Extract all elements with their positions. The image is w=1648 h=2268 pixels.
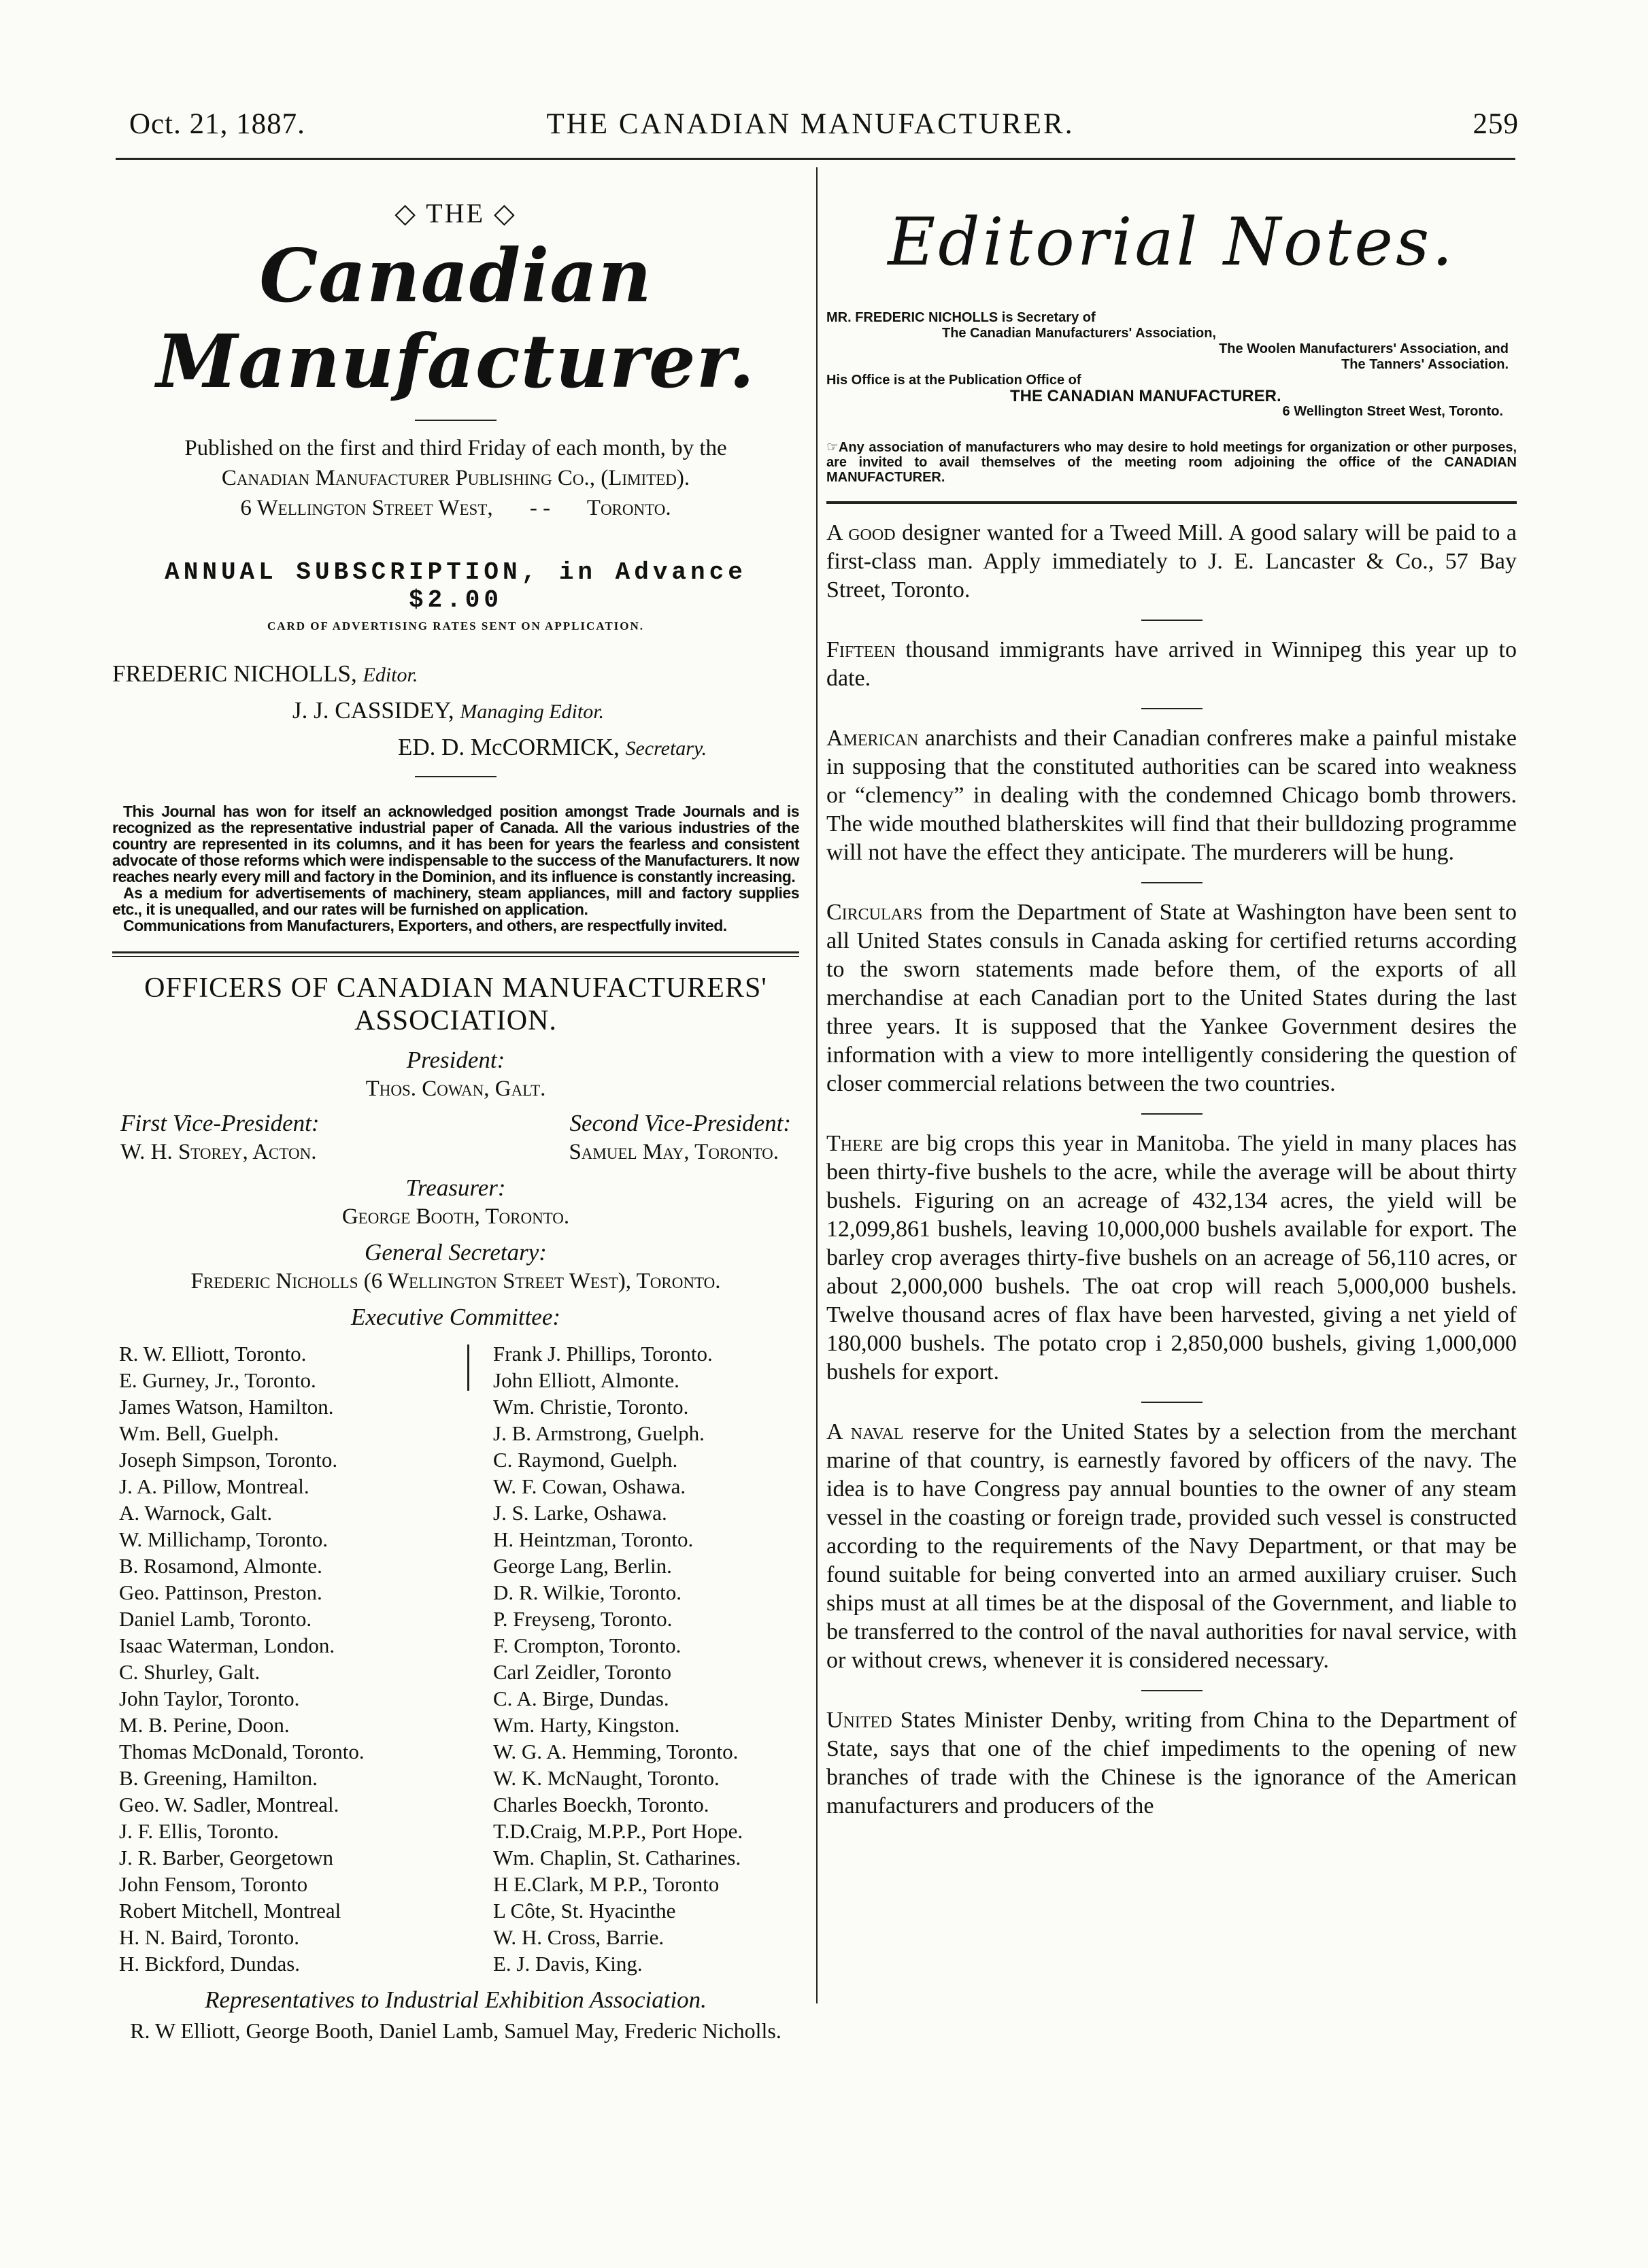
editorial-paragraph [826,1418,1517,1675]
divider [415,420,497,421]
executive-member: J. B. Armstrong, Guelph. [493,1421,705,1445]
first-vp-name: W. H. Storey, Acton. [120,1140,317,1164]
description-paragraph: This Journal has won for itself an acknowledged position amongst Trade Journals and is recognized as the representative industrial paper of Canada. All the various industries of the country are represented in its columns, and it has been for years the fearless and consistent advocate of those reforms which were indispensable to the success of the Manufacturers. It now reaches nearly every mill and factory in the Dominion, and its influence is constantly increasing. [112,802,799,885]
managing-editor-role: Managing Editor. [460,700,605,723]
executive-member: H. N. Baird, Toronto. [119,1925,300,1949]
executive-member: H. Bickford, Dundas. [119,1952,301,1976]
notice-line: The Woolen Manufacturers' Association, and [1219,341,1509,356]
running-header [102,107,1519,148]
description-paragraph: Communications from Manufacturers, Exporters, and others, are respectfully invited. [123,917,727,934]
paragraph-lead: American [826,726,919,751]
executive-member: Geo. W. Sadler, Montreal. [119,1793,339,1816]
executive-member: M. B. Perine, Doon. [119,1713,290,1737]
masthead-title: Canadian Manufacturer. [156,233,756,405]
paragraph-lead: There [826,1131,884,1156]
president-label: President: [406,1047,505,1073]
second-vp-label: Second Vice-President: [569,1110,791,1136]
executive-member: J. A. Pillow, Montreal. [119,1474,309,1498]
executive-member: B. Rosamond, Almonte. [119,1554,322,1578]
executive-member: John Taylor, Toronto. [119,1687,300,1710]
executive-member: C. Shurley, Galt. [119,1660,260,1684]
editorial-paragraphs [826,519,1517,1821]
officers-heading: OFFICERS OF CANADIAN MANUFACTURERS' ASSOCIATION. [144,972,767,1036]
executive-member: J. S. Larke, Oshawa. [493,1501,667,1525]
executive-member: C. A. Birge, Dundas. [493,1687,669,1710]
executive-committee-label: Executive Committee: [350,1304,561,1330]
executive-member: W. F. Cowan, Oshawa. [493,1474,686,1498]
executive-member: J. F. Ellis, Toronto. [119,1819,280,1843]
section-rule [826,501,1517,504]
divider [415,776,497,777]
publication-title: THE CANADIAN MANUFACTURER. [546,108,1075,140]
executive-column-right [493,1340,799,1977]
paragraph-text: are big crops this year in Manitoba. The yield in many places has been thirty-five bushels to the acre, while the average will be about thirty bushels. Figuring on an acreage of 432,134 acres, the yield will be 12,099,861 bushels, leaving 10,000,000 bushels available for export. The barley crop averages thirty-five bushels on an acreage of 56,110 acres, or about 2,000,000 bushels. The oat crop will reach 5,000,000 bushels. Twelve thousand acres of flax have been harvested, giving a net yield of 180,000 bushels. The potato crop i 2,850,000 bushels, giving 1,000,000 bushels for export. [826,1131,1517,1385]
executive-member: James Watson, Hamilton. [119,1395,334,1419]
page-number: 259 [1473,108,1519,140]
paragraph-text: States Minister Denby, writing from China to the Department of State, says that one of the chief impediments to the opening of new branches of trade with the Chinese is the ignorance of the American manufacturers and producers of the [826,1708,1517,1818]
address-street: 6 Wellington Street West, [240,496,493,520]
paragraph-divider [1141,620,1203,621]
secretary-notice [826,310,1517,420]
first-vp-label: First Vice-President: [120,1110,320,1136]
executive-member: Wm. Chaplin, St. Catharines. [493,1846,741,1869]
editorial-paragraph [826,898,1517,1098]
column-divider [816,167,818,2003]
executive-member: Isaac Waterman, London. [119,1634,335,1657]
notice-line: 6 Wellington Street West, Toronto. [1282,404,1503,419]
paragraph-lead: A good [826,520,896,545]
section-rule [112,951,799,957]
second-vp-name: Samuel May, Toronto. [569,1140,779,1164]
executive-member: George Lang, Berlin. [493,1554,672,1578]
executive-member: A. Warnock, Galt. [119,1501,273,1525]
advertising-note: CARD OF ADVERTISING RATES SENT ON APPLICATION. [267,620,645,632]
meeting-room-notice: ☞Any association of manufacturers who may desire to hold meetings for organization or other purposes, are invited to avail themselves of the meeting room adjoining the office of the CANADIAN MANUFACTURER. [826,440,1517,485]
right-column [826,177,1517,1821]
representatives-list: R. W Elliott, George Booth, Daniel Lamb, Samuel May, Frederic Nicholls. [130,2018,781,2043]
address-line [112,493,799,523]
paragraph-divider [1141,882,1203,883]
executive-member: C. Raymond, Guelph. [493,1448,678,1472]
paragraph-divider [1141,708,1203,709]
issue-date: Oct. 21, 1887. [129,108,305,140]
executive-member: Daniel Lamb, Toronto. [119,1607,312,1631]
journal-description [112,803,799,934]
executive-member: John Fensom, Toronto [119,1872,308,1896]
paragraph-text: thousand immigrants have arrived in Winnipeg this year up to date. [826,637,1517,691]
managing-editor-name: J. J. CASSIDEY, [292,697,454,724]
executive-member: Wm. Harty, Kingston. [493,1713,680,1737]
vice-president-names [112,1140,799,1165]
published-line: Published on the first and third Friday of each month, by the [184,436,727,460]
executive-member: W. G. A. Hemming, Toronto. [493,1740,739,1763]
representatives-heading: Representatives to Industrial Exhibition Association. [205,1986,707,2013]
staff-editor [112,656,799,693]
paragraph-text: anarchists and their Canadian confreres make a painful mistake in supposing that the constituted authorities can be scared into weakness or “clemency” in dealing with the condemned Chicago bomb throwers. The wide mouthed blatherskites will find that their bulldozing programme will not have the effect they anticipate. The murderers will be hung. [826,726,1517,865]
staff-list [112,656,799,766]
executive-member: R. W. Elliott, Toronto. [119,1342,307,1366]
column-marker [459,1340,493,1977]
header-rule [116,158,1515,160]
paragraph-divider [1141,1402,1203,1403]
executive-member: Thomas McDonald, Toronto. [119,1740,365,1763]
executive-member: B. Greening, Hamilton. [119,1766,318,1790]
publisher-line: Canadian Manufacturer Publishing Co., (Limited). [221,466,690,490]
executive-member: Wm. Bell, Guelph. [119,1421,280,1445]
executive-member: P. Freyseng, Toronto. [493,1607,673,1631]
executive-committee-list [112,1340,799,1977]
publication-info [112,433,799,523]
notice-line: The Canadian Manufacturers' Association, [942,326,1216,341]
executive-member: Robert Mitchell, Montreal [119,1899,341,1923]
executive-member: Charles Boeckh, Toronto. [493,1793,709,1816]
notice-line: THE CANADIAN MANUFACTURER. [1010,387,1281,405]
notice-line: MR. FREDERIC NICHOLLS is Secretary of [826,310,1096,325]
treasurer-label: Treasurer: [405,1174,506,1201]
executive-member: F. Crompton, Toronto. [493,1634,682,1657]
president-name: Thos. Cowan, Galt. [365,1077,546,1101]
description-paragraph: As a medium for advertisements of machinery, steam appliances, mill and factory supplies etc., it is unequalled, and our rates will be furnished on application. [112,884,799,918]
paragraph-text: reserve for the United States by a selection from the merchant marine of that country, is earnestly favored by officers of the navy. The idea is to have Congress pay annual bounties to the owner of any steam vessel in the coasting or foreign trade, provided such vessel is constructed according to the requirements of the Navy Department, or that may be found suitable for being converted into an armed auxiliary cruiser. Such ships must at all times be at the disposal of the Government, and liable to be transferred to the control of the naval authorities for naval service, with or without crews, whenever it is considered necessary. [826,1419,1517,1673]
executive-member: J. R. Barber, Georgetown [119,1846,334,1869]
executive-member: W. Millichamp, Toronto. [119,1527,328,1551]
paragraph-lead: Circulars [826,900,923,925]
paragraph-divider [1141,1690,1203,1691]
notice-line: His Office is at the Publication Office of [826,373,1081,388]
paragraph-divider [1141,1113,1203,1115]
editorial-paragraph [826,1706,1517,1821]
secretary-name: ED. D. McCORMICK, [398,734,620,760]
executive-member: T.D.Craig, M.P.P., Port Hope. [493,1819,743,1843]
vice-president-labels [112,1110,799,1137]
editorial-paragraph [826,519,1517,605]
executive-member: D. R. Wilkie, Toronto. [493,1580,682,1604]
general-secretary-name: Frederic Nicholls (6 Wellington Street West), Toronto. [190,1269,721,1293]
staff-secretary [112,730,799,766]
executive-member: E. Gurney, Jr., Toronto. [119,1368,316,1392]
executive-member: Joseph Simpson, Toronto. [119,1448,338,1472]
editor-role: Editor. [363,664,418,686]
paragraph-lead: United [826,1708,892,1733]
executive-member: W. K. McNaught, Toronto. [493,1766,720,1790]
executive-column-left [112,1340,459,1977]
executive-member: L Côte, St. Hyacinthe [493,1899,676,1923]
secretary-role: Secretary. [625,737,707,760]
address-separator: - - [529,496,551,520]
executive-member: E. J. Davis, King. [493,1952,643,1976]
executive-member: Wm. Christie, Toronto. [493,1395,689,1419]
editor-name: FREDERIC NICHOLLS, [112,660,357,687]
treasurer-name: George Booth, Toronto. [341,1204,570,1229]
executive-member: H. Heintzman, Toronto. [493,1527,694,1551]
subscription-line: ANNUAL SUBSCRIPTION, in Advance $2.00 [165,558,747,614]
paragraph-lead: Fifteen [826,637,896,662]
masthead-the: ◇ THE ◇ [394,198,517,229]
executive-member: John Elliott, Almonte. [493,1368,679,1392]
editorial-paragraph [826,724,1517,867]
editorial-paragraph [826,636,1517,693]
paragraph-text: designer wanted for a Tweed Mill. A good salary will be paid to a first-class man. Apply immediately to J. E. Lancaster & Co., 57 Bay Street, Toronto. [826,520,1517,603]
executive-member: Frank J. Phillips, Toronto. [493,1342,713,1366]
paragraph-lead: A naval [826,1419,904,1444]
executive-member: Carl Zeidler, Toronto [493,1660,672,1684]
notice-line: The Tanners' Association. [1341,357,1509,372]
editorial-notes-title: Editorial Notes. [888,204,1456,280]
staff-managing-editor [112,693,799,730]
left-column [112,177,799,2045]
editorial-paragraph [826,1130,1517,1387]
general-secretary-label: General Secretary: [365,1239,547,1266]
executive-member: H E.Clark, M P.P., Toronto [493,1872,720,1896]
address-city: Toronto. [586,496,671,520]
executive-member: Geo. Pattinson, Preston. [119,1580,322,1604]
paragraph-text: from the Department of State at Washington have been sent to all United States consuls in Canada asking for certified returns according to the sworn statements made before them, of the exports of all merchandise at each Canadian port to the United States during the last three years. It is supposed that the Yankee Government desires the information with a view to more intelligently considering the question of closer commercial relations between the two countries. [826,900,1517,1096]
executive-member: W. H. Cross, Barrie. [493,1925,665,1949]
